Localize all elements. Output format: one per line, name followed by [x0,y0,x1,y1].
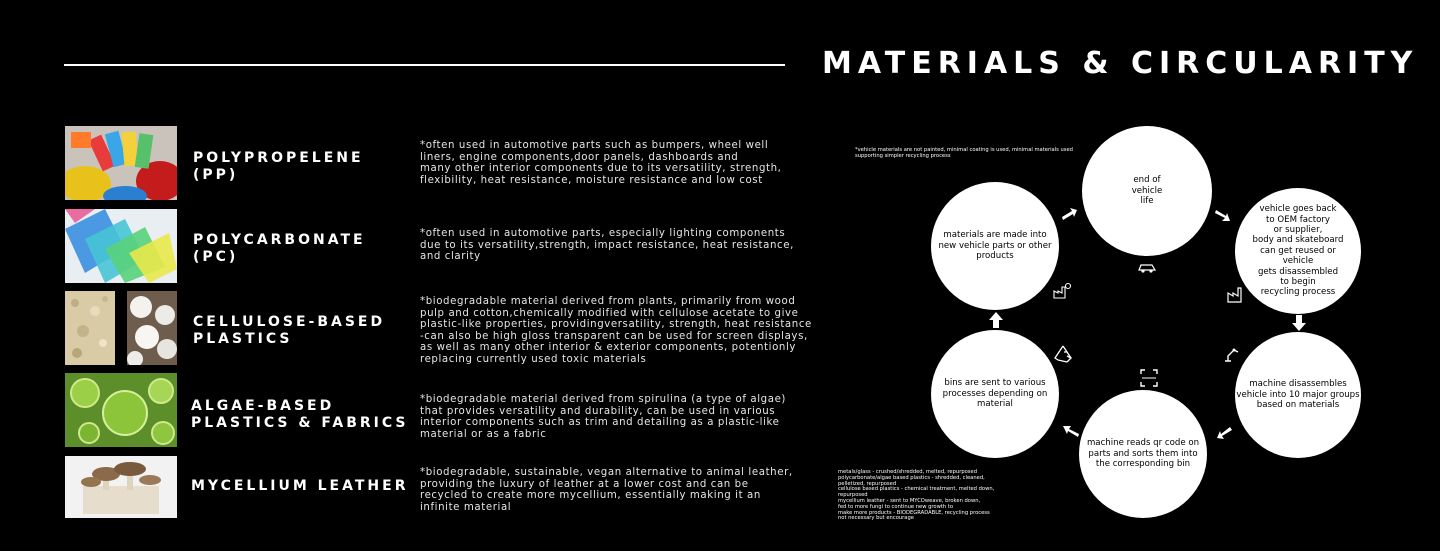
polypropylene-image [65,126,177,200]
robot-arm-icon [1222,343,1242,363]
recycle-icon [1053,344,1073,364]
cycle-step-text: vehicle goes back to OEM factory or supplier, body and skateboard can get reused or vehicle gets disassembled to begin recycling process [1252,204,1344,298]
wood-pulp-image [65,291,115,365]
top-note: *vehicle materials are not painted, minimal coating is used, minimal materials used supporting simpler recycling process [855,147,1073,159]
cycle-step-text: end of vehicle life [1131,175,1163,207]
cotton-image [127,291,177,365]
material-name: CELLULOSE-BASED PLASTICS [193,314,386,347]
cycle-step-return-to-oem [1235,188,1361,314]
cycle-step-qr-sort [1079,390,1207,518]
algae-image [65,373,177,447]
cycle-step-text: machine disassembles vehicle into 10 major groups based on materials [1236,379,1360,411]
material-name: POLYCARBONATE (PC) [193,232,366,265]
arrow-icon [1214,206,1232,224]
material-name: POLYPROPELENE (PP) [193,150,364,183]
material-description: *biodegradable material derived from plants, primarily from wood pulp and cotton,chemically modified with cellulose acetate to give plastic-like properties, providingversatility, strength, heat resistance -can also be high gloss transparent can be used for screen displays, as well as many other interior & exterior components, potentionly replacing currently used toxic materials [420,296,812,365]
material-description: *biodegradable, sustainable, vegan alternative to animal leather, providing the luxury of leather at a lower cost and can be recycled to create more mycellium, essentially making it an infinite material [420,467,793,513]
polycarbonate-image [65,209,177,283]
material-description: *often used in automotive parts such as bumpers, wheel well liners, engine components,door panels, dashboards and many other interior components due to its versatility, strength, flexibility, heat resistance, moisture resistance and low cost [420,140,782,186]
car-icon [1137,257,1157,277]
cycle-step-text: machine reads qr code on parts and sorts them into the corresponding bin [1086,438,1200,470]
bottom-note: metals/glass - crushed/shredded, melted, repurposed polycarbonate/algae based plastics - shredded, cleaned, pelletized, repurposed cellulose based plastics - chemical treatment, melted down, repurposed mycellium leather - sent to MYCOweave, broken down, fed to more fungi to continue new growth to make more products - BIODEGRADABLE, recycling process not necessary but encourage [838,469,995,522]
material-description: *often used in automotive parts, especially lighting components due to its versatility,strength, impact resistance, heat resistance, and clarity [420,228,794,262]
arrow-icon [987,311,1005,329]
cycle-step-text: materials are made into new vehicle parts or other products [938,230,1052,262]
arrow-icon [1216,425,1234,443]
cycle-step-text: bins are sent to various processes depending on material [942,378,1048,410]
mycelium-image [65,456,177,518]
header-rule [64,64,785,66]
factory-icon [1226,284,1246,304]
cycle-step-new-parts [931,182,1059,310]
cycle-step-disassemble [1235,332,1361,458]
factory-gear-icon [1052,280,1072,300]
arrow-icon [1060,205,1078,223]
arrow-icon [1062,423,1080,441]
material-description: *biodegradable material derived from spirulina (a type of algae) that provides versatility and durability, can be used in various interior components such as trim and detailing as a plastic-like material or as a fabric [420,394,787,440]
cycle-step-bins [931,330,1059,458]
arrow-icon [1290,314,1308,332]
material-name: ALGAE-BASED PLASTICS & FABRICS [191,398,409,431]
cycle-step-end-of-life [1082,126,1212,256]
material-name: MYCELLIUM LEATHER [191,478,409,494]
qr-scan-icon [1139,368,1159,388]
page-title: MATERIALS & CIRCULARITY [822,46,1419,81]
